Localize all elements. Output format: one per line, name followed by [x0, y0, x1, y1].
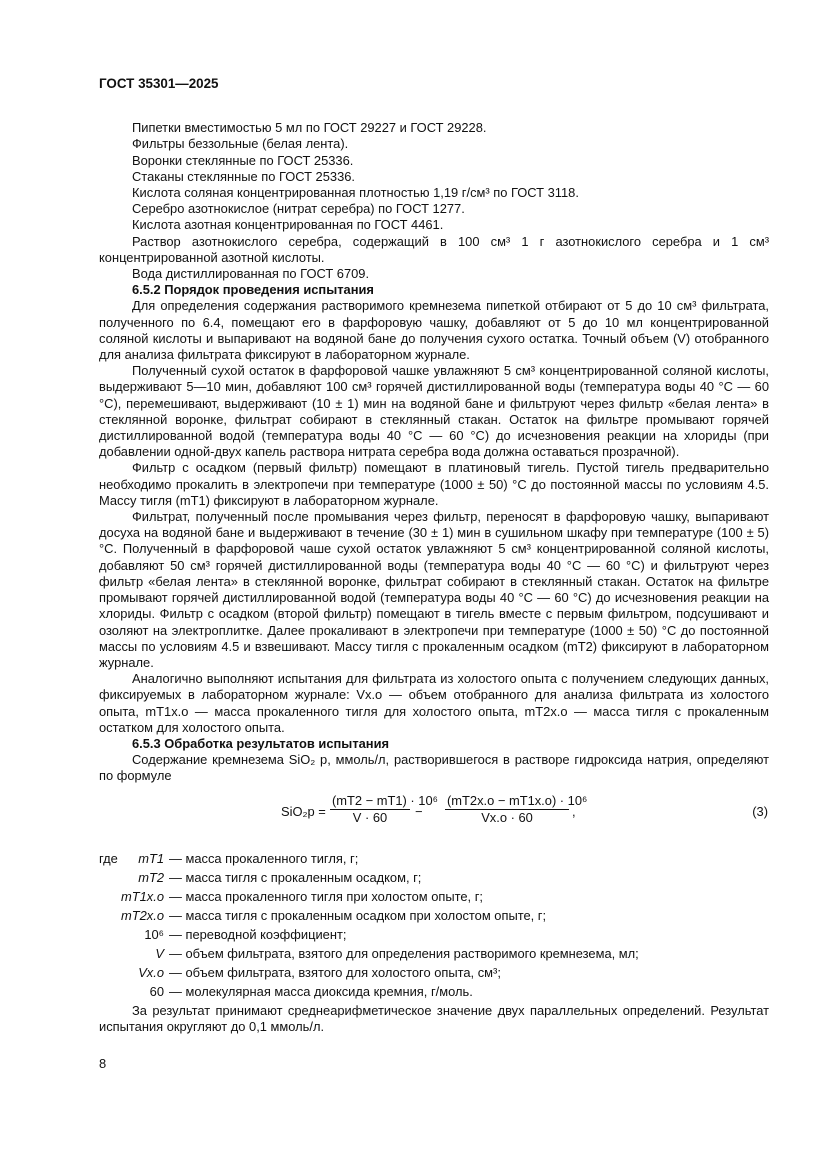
definition-row-mt2xo [99, 908, 769, 927]
materials-list [99, 120, 769, 282]
material-silver-nitrate-solution: Раствор азотнокислого серебра, содержащий в 100 см³ 1 г азотнокислого серебра и 1 см³ концентрированной азотной кислоты. [99, 233, 769, 265]
formula-fraction-main [330, 792, 438, 826]
page-number: 8 [99, 1056, 107, 1071]
section-652-paragraph-5: Аналогично выполняют испытания для фильтрата из холостого опыта с получением следующих данных, фиксируемых в лабораторном журнале: Vх.о — объем отобранного для анализа фильтрата из холостого опыта, mТ1х.о — масса прокаленного тигля для холостого опыта, mТ2х.о — масса тигля с прокаленным остатком для холостого опыта. [99, 671, 769, 735]
material-filters: Фильтры беззольные (белая лента). [132, 136, 349, 152]
where-prefix: где [99, 850, 118, 866]
material-silver-nitrate: Серебро азотнокислое (нитрат серебра) по ГОСТ 1277. [132, 201, 465, 217]
document-page [99, 76, 769, 1035]
section-653-heading: 6.5.3 Обработка результатов испытания [132, 735, 390, 751]
formula-minus-sign: − [415, 803, 423, 819]
section-653-intro: Содержание кремнезема SiO₂ р, ммоль/л, растворившегося в растворе гидроксида натрия, определяют по формуле [99, 752, 769, 784]
definition-text: — масса прокаленного тигля при холостом опыте, г; [169, 888, 483, 904]
definition-symbol: V [155, 945, 164, 961]
material-funnels: Воронки стеклянные по ГОСТ 25336. [132, 152, 354, 168]
definition-text: — молекулярная масса диоксида кремния, г/моль. [169, 983, 473, 999]
definition-text: — объем фильтрата, взятого для определения растворимого кремнезема, мл; [169, 945, 639, 961]
definition-symbol: mТ2х.о [121, 907, 164, 923]
formula-number: (3) [752, 803, 768, 819]
formula-denominator-main: V · 60 [352, 809, 388, 825]
definition-row-mt1xo [99, 889, 769, 908]
section-652-paragraph-2: Полученный сухой остаток в фарфоровой чашке увлажняют 5 см³ концентрированной соляной кислоты, выдерживают 5—10 мин, добавляют 100 см³ горячей дистиллированной воды (температура воды 40 °С — 60 °С), перемешивают, выдерживают (10 ± 1) мин на водяной бане и фильтруют через фильтр «белая лента» в стеклянной воронке, фильтрат собирают в стеклянный стакан. Остаток на фильтре промывают горячей дистиллированной водой (температура воды 40 °С — 60 °С) до исчезновения реакции на хлориды (при добавлении одной-двух капель раствора нитрата серебра вода должна оставаться прозрачной). [99, 363, 769, 460]
definition-text: — масса тигля с прокаленным осадком при холостом опыте, г; [169, 907, 547, 923]
formula-numerator-main: (mТ2 − mТ1) · 10⁶ [330, 793, 410, 810]
definition-text: — масса тигля с прокаленным осадком, г; [169, 869, 422, 885]
variable-definitions [99, 851, 769, 1003]
formula-fraction-blank [445, 792, 588, 826]
result-paragraph: За результат принимают среднеарифметическое значение двух параллельных определений. Результат испытания округляют до 0,1 ммоль/л. [99, 1002, 769, 1034]
definition-row-mt1 [99, 851, 769, 870]
definition-row-vxo [99, 965, 769, 984]
definition-symbol: 60 [149, 983, 164, 999]
definition-text: — объем фильтрата, взятого для холостого опыта, см³; [169, 964, 501, 980]
definition-row-mt2 [99, 870, 769, 889]
definition-symbol: mТ1х.о [121, 888, 164, 904]
definition-symbol: mТ2 [138, 869, 164, 885]
material-pipettes: Пипетки вместимостью 5 мл по ГОСТ 29227 и ГОСТ 29228. [132, 120, 487, 136]
formula-denominator-blank: Vх.о · 60 [481, 809, 533, 825]
section-652-paragraph-4: Фильтрат, полученный после промывания через фильтр, переносят в фарфоровую чашку, выпаривают досуха на водяной бане и выдерживают в течение (30 ± 1) мин в сушильном шкафу при температуре (100 ± 5) °С. Полученный в фарфоровой чаше сухой остаток увлажняют 5 см³ концентрированной соляной кислоты, добавляют 50 см³ горячей дистиллированной воды (температура воды 40 °С — 60 °С) и фильтруют через фильтр «белая лента» в стеклянной воронке, фильтрат собирают в стеклянный стакан. Остаток на фильтре промывают горячей дистиллированной водой (температура воды 40 °С — 60 °С) до исчезновения реакции на хлориды. Фильтр с осадком (второй фильтр) помещают в тигель вместе с первым фильтром, подсушивают и озоляют на электроплитке. Далее прокаливают в электропечи при температуре (1000 ± 50) °С до постоянной массы по условиям 4.5 и взвешивают. Массу тигля с прокаленным осадком (mТ2) фиксируют в лабораторном журнале. [99, 509, 769, 670]
definition-row-v [99, 946, 769, 965]
formula-lhs: SiO₂р = [281, 803, 326, 819]
definition-symbol: Vх.о [138, 964, 164, 980]
material-hydrochloric-acid: Кислота соляная концентрированная плотностью 1,19 г/см³ по ГОСТ 3118. [132, 185, 579, 201]
material-beakers: Стаканы стеклянные по ГОСТ 25336. [132, 168, 355, 184]
definition-text: — переводной коэффициент; [169, 926, 347, 942]
formula-comma: , [572, 803, 576, 819]
section-652-paragraph-3: Фильтр с осадком (первый фильтр) помещают в платиновый тигель. Пустой тигель предварительно необходимо прокалить в электропечи при температуре (1000 ± 50) °С до постоянной массы по условиям 4.5. Массу тигля (mТ1) фиксируют в лабораторном журнале. [99, 460, 769, 508]
section-652-paragraph-1: Для определения содержания растворимого кремнезема пипеткой отбирают от 5 до 10 см³ фильтрата, полученного по 6.4, помещают его в фарфоровую чашку, добавляют от 5 до 10 мл концентрированной соляной кислоты и выпаривают на водяной бане до получения сухого остатка. Точный объем (V) отобранного для анализа фильтрата фиксируют в лабораторном журнале. [99, 298, 769, 363]
definition-row-molar-mass [99, 984, 769, 1003]
material-nitric-acid: Кислота азотная концентрированная по ГОСТ 4461. [132, 217, 444, 233]
formula-numerator-blank: (mТ2х.о − mТ1х.о) · 10⁶ [445, 793, 569, 810]
definition-row-coefficient [99, 927, 769, 946]
definition-symbol: 10⁶ [144, 926, 164, 942]
definition-symbol: mТ1 [138, 850, 164, 866]
document-header-title: ГОСТ 35301—2025 [99, 76, 219, 91]
formula-3 [99, 793, 769, 835]
section-652-heading: 6.5.2 Порядок проведения испытания [132, 282, 374, 298]
definition-text: — масса прокаленного тигля, г; [169, 850, 359, 866]
material-distilled-water: Вода дистиллированная по ГОСТ 6709. [132, 266, 370, 282]
